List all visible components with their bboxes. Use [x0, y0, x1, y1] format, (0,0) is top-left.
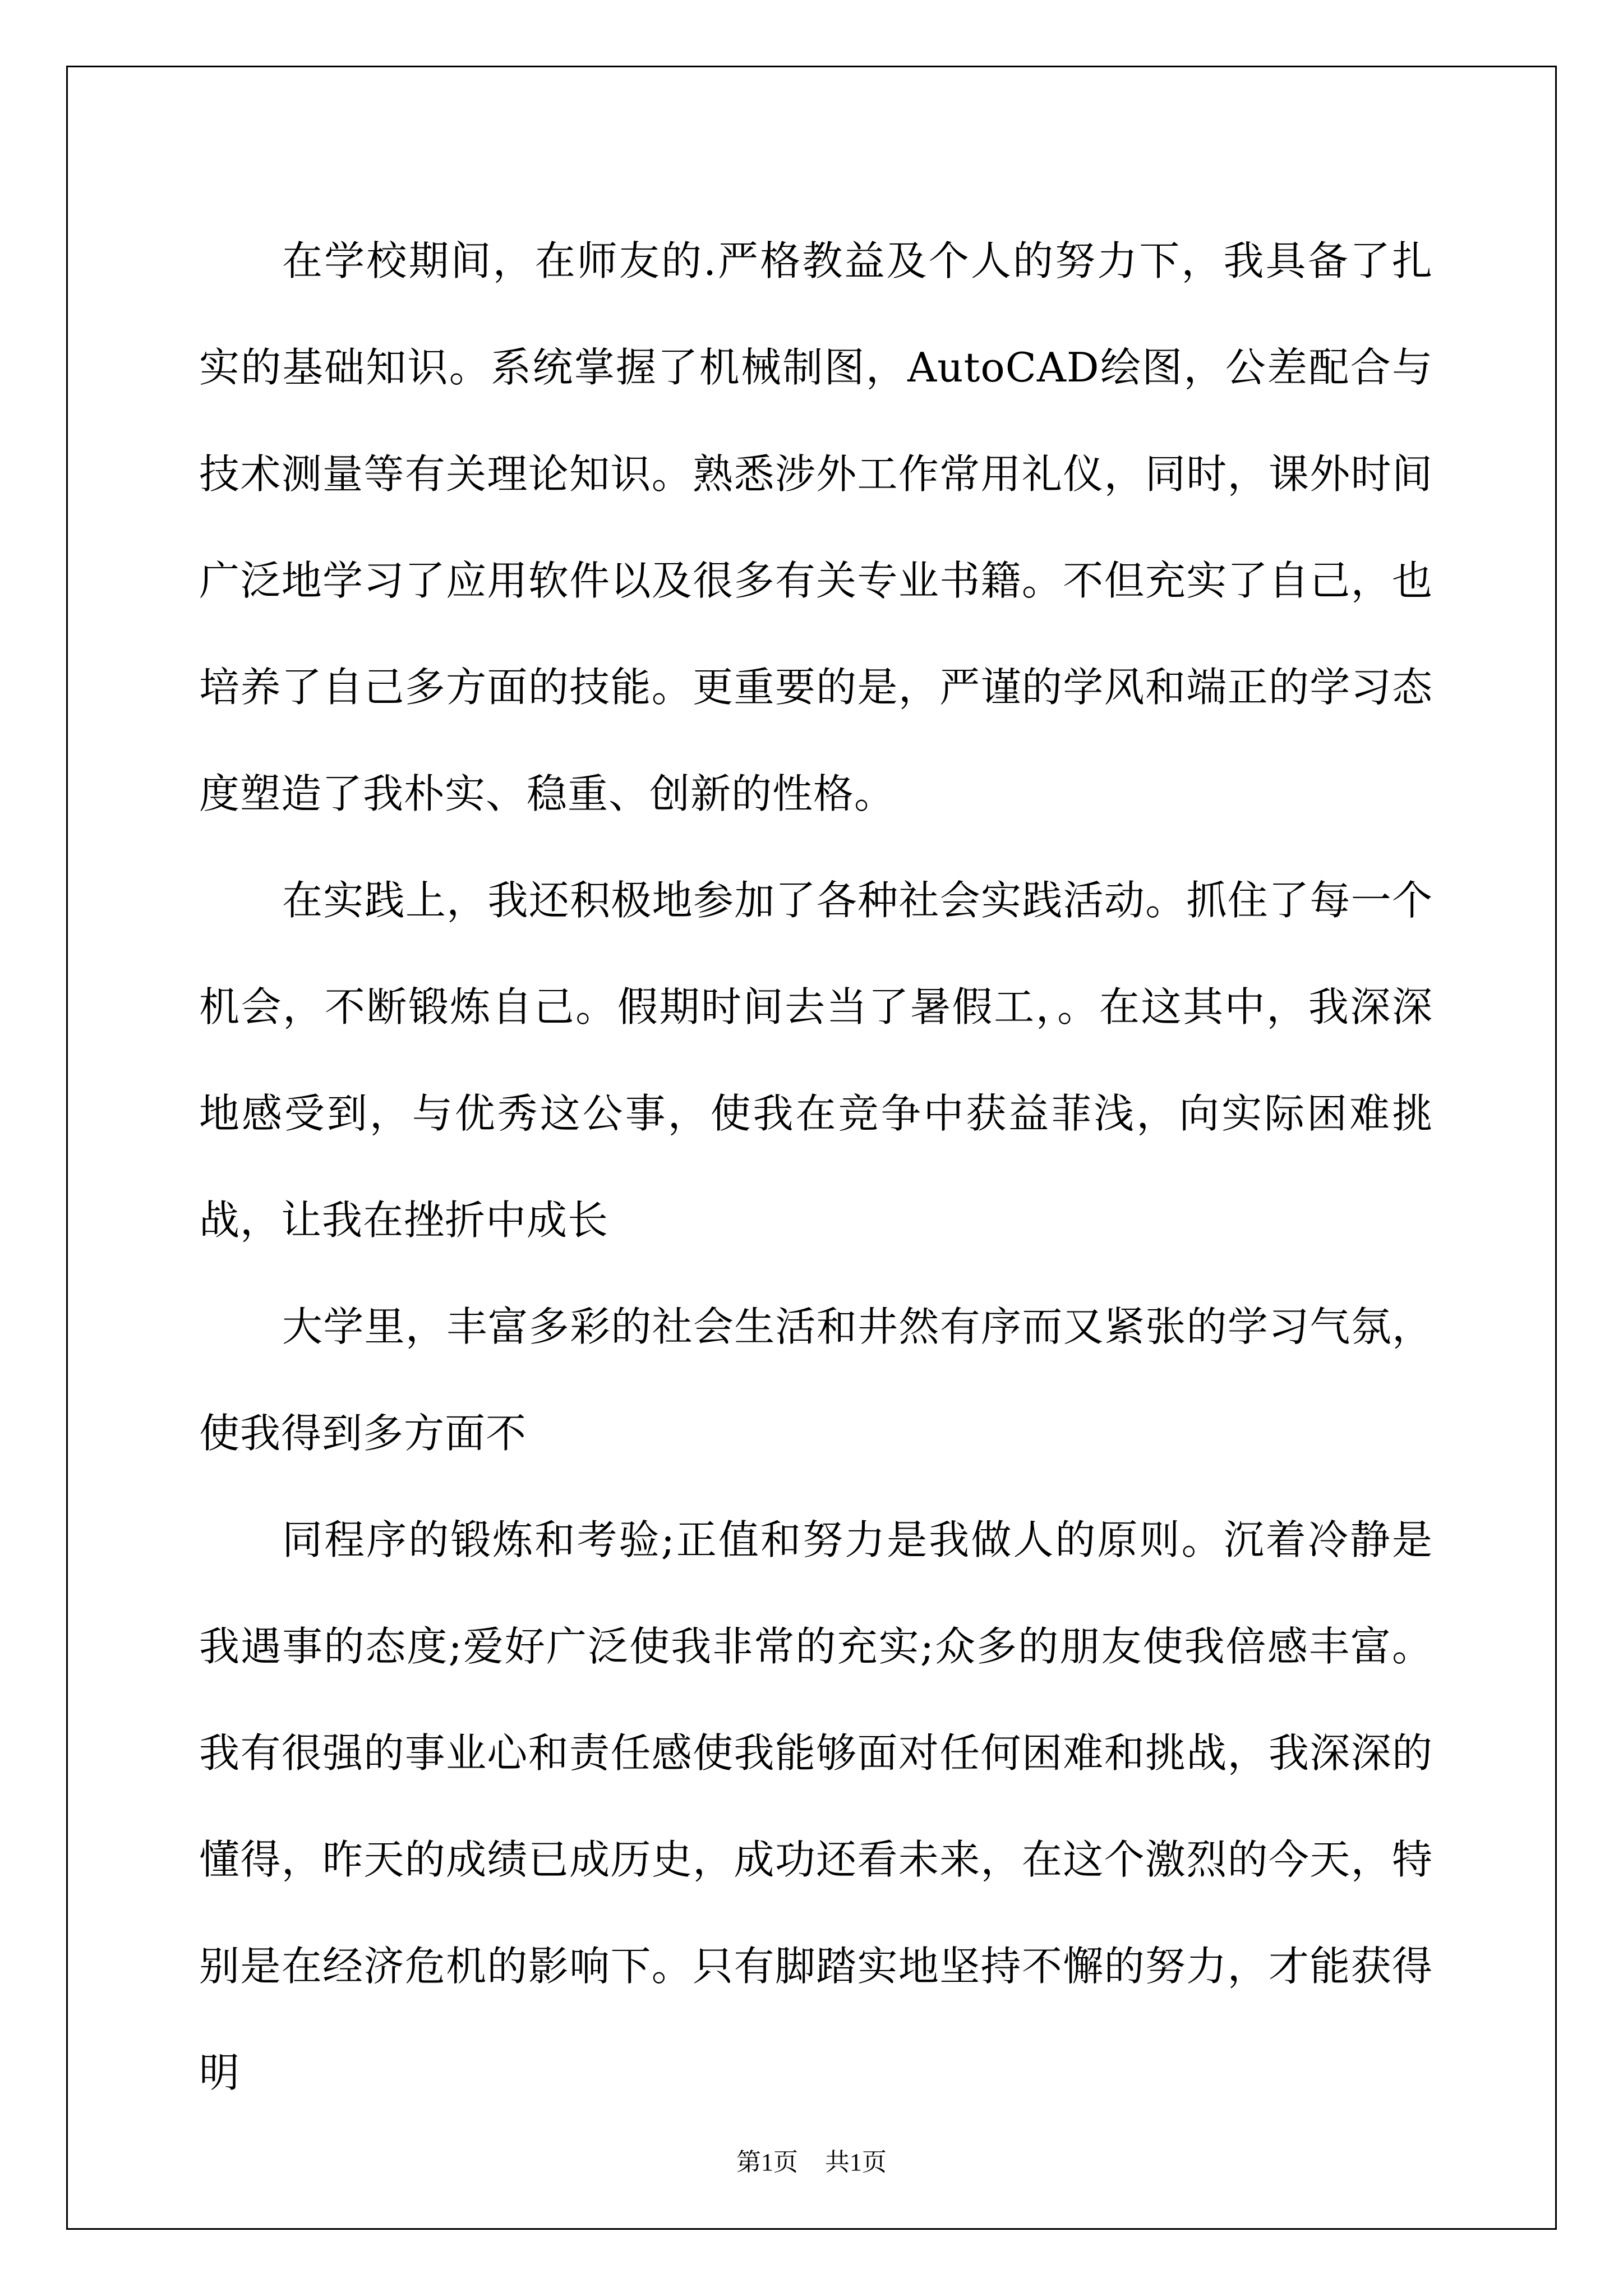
paragraph-2: 在实践上，我还积极地参加了各种社会实践活动。抓住了每一个机会，不断锻炼自己。假期时间去当了暑假工，。在这其中，我深深地感受到，与优秀这公事，使我在竞争中获益菲浅，向实际困难挑战，让我在挫折中成长: [199, 877, 1433, 1244]
page-number: 第1页: [736, 2148, 798, 2176]
page-footer: [0, 2146, 1623, 2179]
paragraph-4: 同程序的锻炼和考验;正值和努力是我做人的原则。沉着冷静是我遇事的态度;爱好广泛使我非常的充实;众多的朋友使我倍感丰富。我有很强的事业心和责任感使我能够面对任何困难和挑战，我深深的懂得，昨天的成绩已成历史，成功还看未来，在这个激烈的今天，特别是在经济危机的影响下。只有脚踏实地坚持不懈的努力，才能获得明: [199, 1516, 1433, 2096]
paragraph-3: 大学里，丰富多彩的社会生活和井然有序而又紧张的学习气氛，使我得到多方面不: [199, 1303, 1433, 1457]
paragraph-1: 在学校期间，在师友的.严格教益及个人的努力下，我具备了扎实的基础知识。系统掌握了机械制图，AutoCAD绘图，公差配合与技术测量等有关理论知识。熟悉涉外工作常用礼仪，同时，课外时间广泛地学习了应用软件以及很多有关专业书籍。不但充实了自己，也培养了自己多方面的技能。更重要的是，严谨的学风和端正的学习态度塑造了我朴实、稳重、创新的性格。: [199, 237, 1433, 817]
page-total: 共1页: [825, 2148, 887, 2176]
document-body: [199, 208, 1433, 2126]
